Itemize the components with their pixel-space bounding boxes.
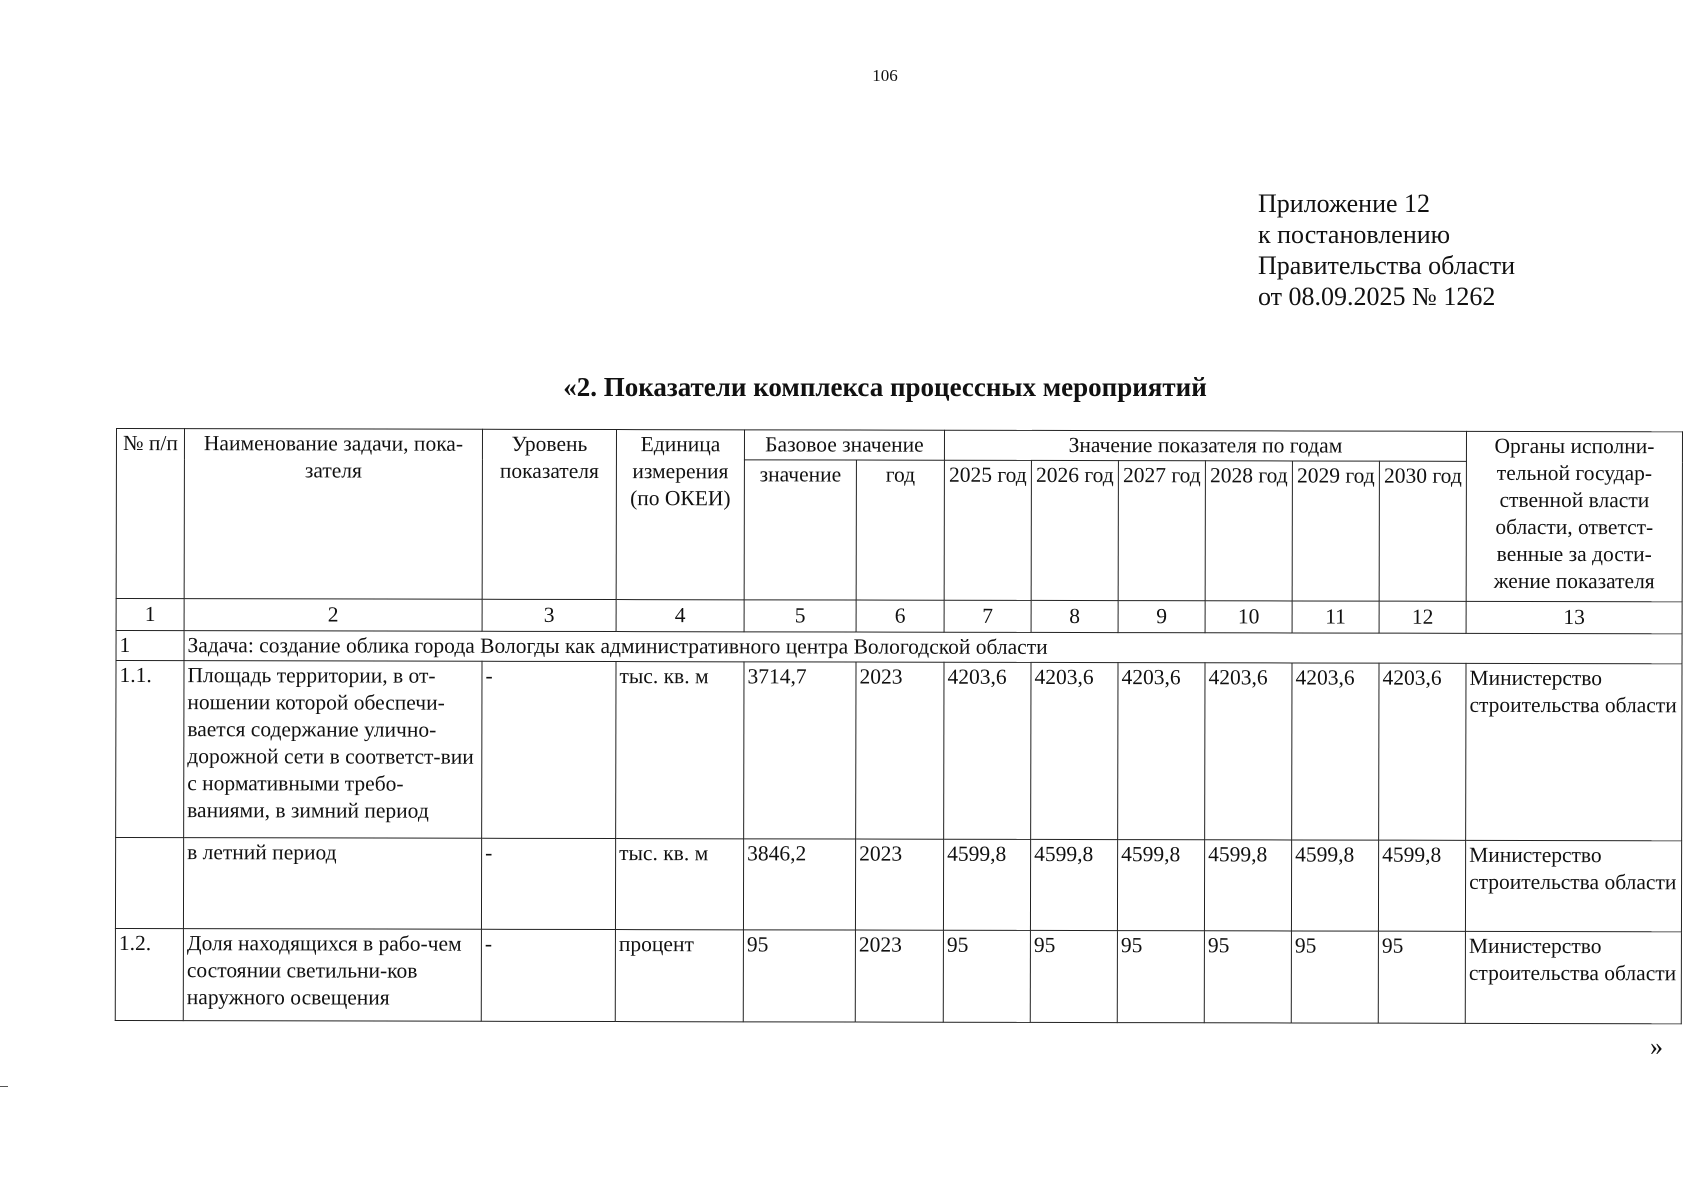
row-level: - <box>481 929 615 1021</box>
row-base-year: 2023 <box>855 930 943 1022</box>
row-value-2026: 4599,8 <box>1030 839 1117 930</box>
header-name: Наименование задачи, пока-зателя <box>184 429 482 600</box>
row-value-2029: 95 <box>1291 931 1378 1023</box>
row-value-2026: 4203,6 <box>1031 662 1118 839</box>
column-number: 13 <box>1466 601 1682 633</box>
column-number: 6 <box>856 600 944 632</box>
row-responsible-org: Министерство строительства области <box>1465 931 1681 1023</box>
column-number: 10 <box>1205 601 1292 633</box>
row-value-2030: 4599,8 <box>1378 840 1465 931</box>
row-number: 1.2. <box>115 928 183 1020</box>
row-value-2027: 95 <box>1117 931 1204 1023</box>
row-base-value: 3846,2 <box>743 839 855 930</box>
column-number: 3 <box>482 599 616 631</box>
table-row <box>116 661 1682 841</box>
header-year-2029: 2029 год <box>1292 461 1379 601</box>
column-number: 9 <box>1118 601 1205 633</box>
closing-quote: » <box>1650 1032 1663 1061</box>
row-indicator-name: в летний период <box>183 838 481 930</box>
header-num: № п/п <box>116 429 184 599</box>
row-number: 1.1. <box>116 661 184 838</box>
table-row <box>115 928 1681 1023</box>
row-value-2025: 4599,8 <box>943 839 1030 930</box>
row-value-2030: 95 <box>1378 931 1465 1023</box>
row-base-value: 3714,7 <box>744 662 856 839</box>
row-value-2028: 95 <box>1204 931 1291 1023</box>
indicators-table-container <box>115 428 1677 1024</box>
row-indicator-name: Площадь территории, в от-ношении которой обеспечи-вается содержание улично-дорожной сети в соответст-вии с нормативными требо-ваниями, в зимний период <box>184 661 482 839</box>
row-level: - <box>482 661 616 838</box>
task-text: Задача: создание облика города Вологды как административного центра Вологодской области <box>184 631 1682 664</box>
table-row <box>115 838 1681 932</box>
task-row <box>116 631 1682 664</box>
row-value-2025: 4203,6 <box>944 662 1031 839</box>
header-level: Уровень показателя <box>482 429 616 599</box>
column-number: 8 <box>1031 600 1118 632</box>
column-number: 5 <box>744 600 856 632</box>
row-unit: тыс. кв. м <box>615 839 743 930</box>
row-value-2029: 4599,8 <box>1291 840 1378 931</box>
row-base-year: 2023 <box>855 839 943 930</box>
header-year-2025: 2025 год <box>944 460 1031 600</box>
column-number: 11 <box>1292 601 1379 633</box>
header-org: Органы исполни-тельной государ-ственной власти области, ответст-венные за дости-жение показателя <box>1466 431 1682 601</box>
header-year-2026: 2026 год <box>1031 460 1118 600</box>
row-value-2025: 95 <box>943 930 1030 1022</box>
row-unit: тыс. кв. м <box>616 662 744 839</box>
row-base-value: 95 <box>743 930 855 1022</box>
appendix-line: Приложение 12 <box>1258 189 1431 218</box>
row-value-2029: 4203,6 <box>1292 663 1379 840</box>
header-base-year: год <box>856 460 944 600</box>
row-base-year: 2023 <box>856 662 944 839</box>
indicators-table <box>115 428 1683 1024</box>
header-unit: Единица измерения (по ОКЕИ) <box>616 430 744 600</box>
column-number: 4 <box>616 600 744 632</box>
document-title: «2. Показатели комплекса процессных мероприятий <box>563 372 1207 402</box>
header-base-value: значение <box>744 460 856 600</box>
appendix-line: от 08.09.2025 № 1262 <box>1258 282 1496 311</box>
row-responsible-org: Министерство строительства области <box>1466 663 1682 840</box>
page-number: 106 <box>872 66 898 85</box>
row-value-2028: 4203,6 <box>1205 663 1292 840</box>
appendix-line: Правительства области <box>1258 251 1516 280</box>
row-level: - <box>481 838 615 929</box>
row-value-2028: 4599,8 <box>1204 840 1291 931</box>
column-number-row <box>116 599 1682 634</box>
task-number: 1 <box>116 631 184 661</box>
margin-mark <box>0 1086 8 1087</box>
column-number: 7 <box>944 600 1031 632</box>
header-years-group: Значение показателя по годам <box>944 430 1466 461</box>
header-year-2027: 2027 год <box>1118 461 1205 601</box>
appendix-block <box>1258 188 1515 312</box>
header-year-2028: 2028 год <box>1205 461 1292 601</box>
appendix-line: к постановлению <box>1258 220 1451 249</box>
column-number: 12 <box>1379 601 1466 633</box>
row-responsible-org: Министерство строительства области <box>1465 840 1681 931</box>
row-indicator-name: Доля находящихся в рабо-чем состоянии светильни-ков наружного освещения <box>183 929 481 1022</box>
header-base: Базовое значение <box>744 430 944 460</box>
row-value-2030: 4203,6 <box>1379 663 1466 840</box>
header-year-2030: 2030 год <box>1379 461 1466 601</box>
column-number: 2 <box>184 599 482 632</box>
row-value-2026: 95 <box>1030 930 1117 1022</box>
column-number: 1 <box>116 599 184 631</box>
row-value-2027: 4599,8 <box>1117 840 1204 931</box>
row-value-2027: 4203,6 <box>1118 663 1205 840</box>
row-unit: процент <box>615 930 743 1022</box>
row-number <box>115 838 183 929</box>
